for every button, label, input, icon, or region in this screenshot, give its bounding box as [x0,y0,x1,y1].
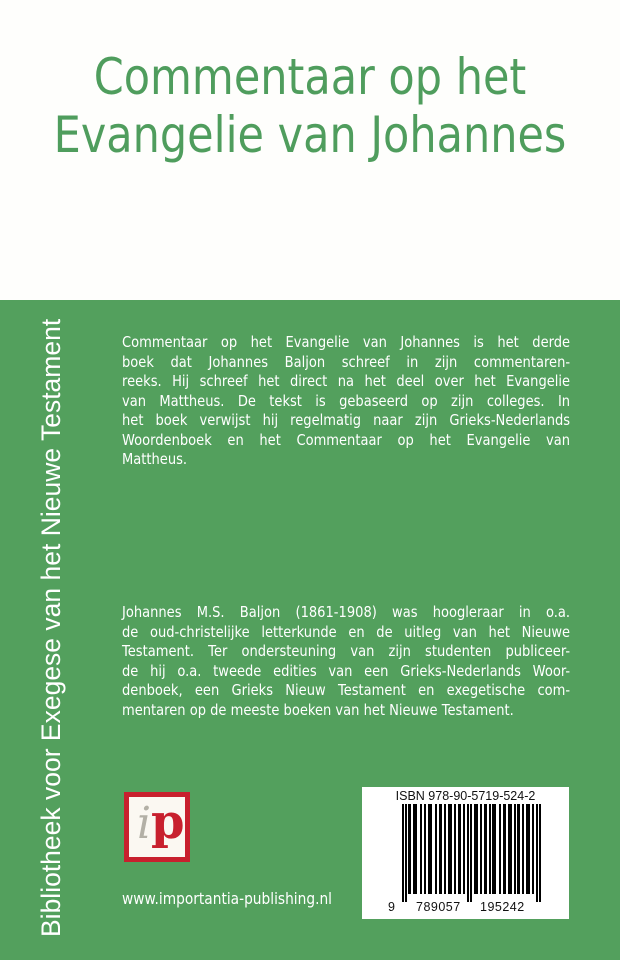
description-line: Mattheus. [122,450,188,468]
series-spine-text: Bibliotheek voor Exegese van het Nieuwe Testament [36,318,66,937]
description-line: het boek verwijst hij regelmatig naar zijn Grieks-Nederlands [122,411,571,429]
barcode-digit-first: 9 [388,900,395,914]
book-description [122,333,570,470]
publisher-logo-icon [124,792,190,862]
description-line: van Mattheus. De tekst is gebaseerd op zijn colleges. In [122,391,571,410]
logo-letter-i: i [137,798,152,849]
bio-line: denboek, een Grieks Nieuw Testament en exegetische com- [122,681,571,699]
description-line: boek dat Johannes Baljon schreef in zijn commentaren- [122,352,571,371]
publisher-logo-frame [129,797,185,857]
description-line: Woordenboek en het Commentaar op het Evangelie van [122,430,571,449]
book-title-line-1: Commentaar op het [93,48,527,106]
barcode-digits-left: 789057 [416,900,461,914]
bio-line: mentaren op de meeste boeken van het Nieuwe Testament. [122,700,514,719]
bio-line: de hij o.a. tweede edities van een Grieks-Nederlands Woor- [122,661,571,680]
publisher-website-link[interactable]: www.importantia-publishing.nl [122,889,333,908]
barcode-digits-right: 195242 [480,900,525,914]
book-title-line-2: Evangelie van Johannes [53,106,567,164]
book-title [0,48,620,164]
isbn-label: ISBN 978-90-5719-524-2 [395,789,536,803]
isbn-barcode [362,787,569,919]
bio-line: Johannes M.S. Baljon (1861-1908) was hoogleraar in o.a. [122,603,571,621]
cover-top-section [0,0,620,300]
author-bio [122,603,570,720]
bio-line: Testament. Ter ondersteuning van zijn studenten publiceer- [122,642,571,660]
description-line: Commentaar op het Evangelie van Johannes is het derde [122,333,571,351]
description-line: reeks. Hij schreef het direct na het deel over het Evangelie [122,372,571,390]
bio-line: de oud-christelijke letterkunde en de uitleg van het Nieuwe [122,622,571,641]
logo-letter-p: p [151,797,185,850]
